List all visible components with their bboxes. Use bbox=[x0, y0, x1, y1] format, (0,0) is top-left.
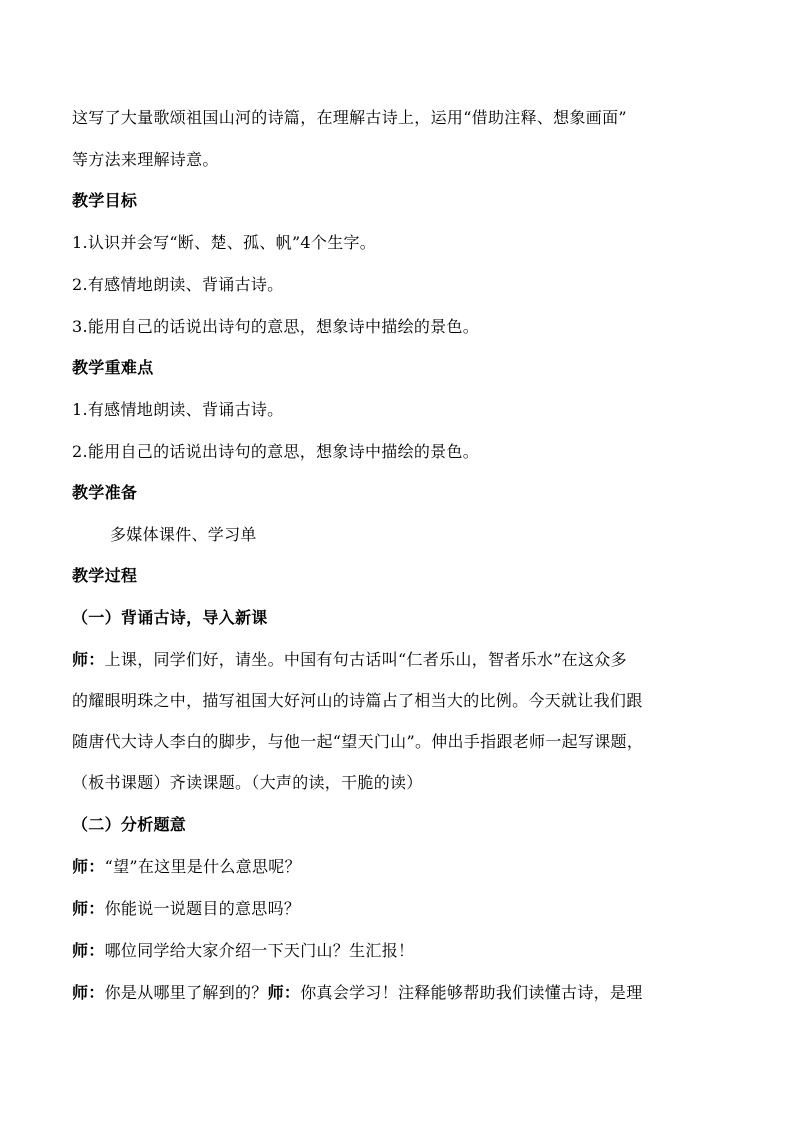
section1-line-1 bbox=[72, 650, 742, 670]
goal-item-1: 1.认识并会写“断、楚、孤、帆”4个生字。 bbox=[72, 233, 377, 252]
goals-heading: 教学目标 bbox=[72, 191, 138, 210]
dialog-text-4a: 你是从哪里了解到的？ bbox=[104, 983, 268, 1002]
section1-line-3: 随唐代大诗人李白的脚步，与他一起“望天门山”。伸出手指跟老师一起写课题， bbox=[72, 732, 644, 751]
section2-title: （二）分析题意 bbox=[72, 815, 187, 834]
dialog-line-1 bbox=[72, 857, 742, 877]
process-heading: 教学过程 bbox=[72, 566, 138, 585]
intro-line-1: 这写了大量歌颂祖国山河的诗篇，在理解古诗上，运用“借助注释、想象画面” bbox=[72, 108, 627, 127]
dialog-line-4 bbox=[72, 983, 742, 1003]
key-points-heading: 教学重难点 bbox=[72, 358, 154, 377]
section1-title: （一）背诵古诗，导入新课 bbox=[72, 608, 268, 627]
speaker-label: 师： bbox=[72, 899, 105, 918]
speaker-label: 师： bbox=[72, 941, 105, 960]
goal-item-3: 3.能用自己的话说出诗句的意思，想象诗中描绘的景色。 bbox=[72, 317, 480, 336]
key-point-item-1: 1.有感情地朗读、背诵古诗。 bbox=[72, 400, 284, 419]
speaker-label: 师： bbox=[267, 983, 301, 1002]
section1-text-1: 上课，同学们好，请坐。中国有句古话叫“仁者乐山，智者乐水”在这众多 bbox=[104, 650, 627, 669]
dialog-text-3: 哪位同学给大家介绍一下天门山？生汇报！ bbox=[104, 941, 415, 960]
dialog-text-2: 你能说一说题目的意思吗？ bbox=[104, 899, 301, 918]
prep-heading: 教学准备 bbox=[72, 483, 138, 502]
speaker-label: 师： bbox=[72, 857, 105, 876]
intro-line-2: 等方法来理解诗意。 bbox=[72, 150, 219, 169]
speaker-label: 师： bbox=[72, 650, 105, 669]
dialog-line-3 bbox=[72, 941, 742, 961]
key-point-item-2: 2.能用自己的话说出诗句的意思，想象诗中描绘的景色。 bbox=[72, 442, 480, 461]
speaker-label: 师： bbox=[72, 983, 105, 1002]
section1-line-2: 的耀眼明珠之中，描写祖国大好河山的诗篇占了相当大的比例。今天就让我们跟 bbox=[72, 691, 643, 710]
dialog-line-2 bbox=[72, 899, 742, 919]
goal-item-2: 2.有感情地朗读、背诵古诗。 bbox=[72, 275, 284, 294]
dialog-text-4b: 你真会学习！注释能够帮助我们读懂古诗，是理 bbox=[300, 983, 643, 1002]
prep-text: 多媒体课件、学习单 bbox=[110, 525, 257, 544]
section1-line-4: （板书课题）齐读课题。（大声的读，干脆的读） bbox=[72, 773, 423, 792]
dialog-text-1: “望”在这里是什么意思呢？ bbox=[104, 857, 301, 876]
